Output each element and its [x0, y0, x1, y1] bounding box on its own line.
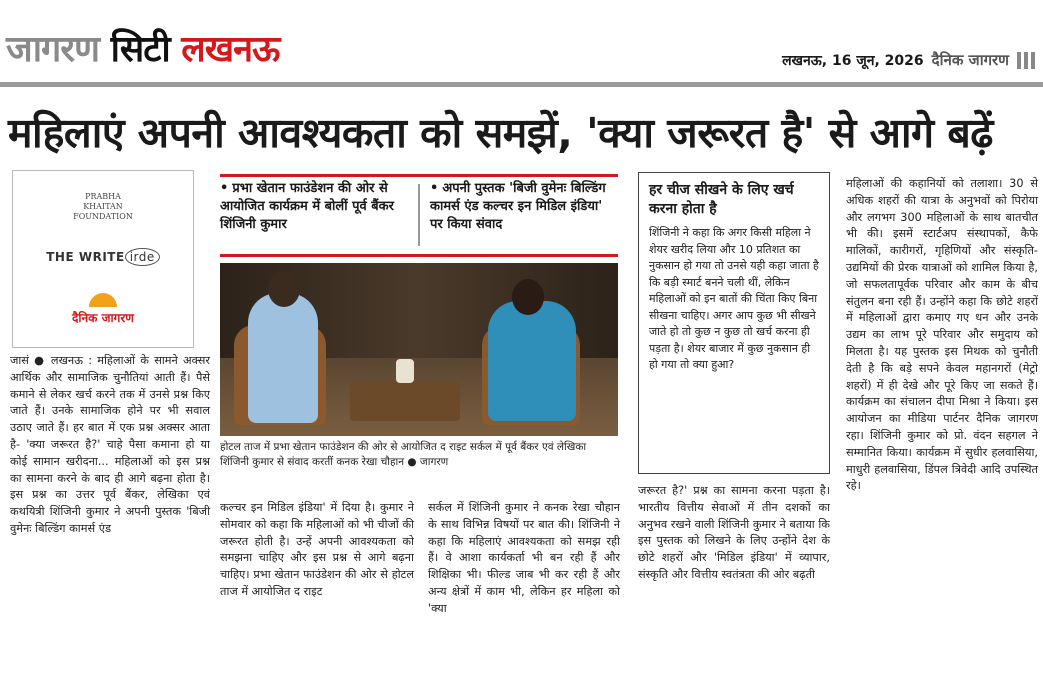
brand-city: सिटी — [110, 29, 170, 70]
dainik-jagran-logo: दैनिक जागरण — [72, 293, 134, 326]
event-photo — [220, 263, 618, 436]
body-column-2: कल्चर इन मिडिल इंडिया' में दिया है। कुमार ने सोमवार को कहा कि महिलाओं को भी चीजों की जरूरत होती है। उन्हें अपनी आवश्यकता को समझना चाहिए और इस प्रश्न से आगे बढ़ना चाहिए। प्रभा खेतान फाउंडेशन की ओर से होटल ताज में आयोजित द राइट — [220, 501, 414, 598]
photo-caption: होटल ताज में प्रभा खेतान फाउंडेशन की ओर से आयोजित द राइट सर्कल में पूर्व बैंकर एवं लेखिका शिंजिनी कुमार से संवाद करतीं कनक रेखा चौहान ● जागरण — [220, 441, 587, 468]
masthead-meta — [782, 50, 1035, 70]
speaker-figure — [488, 301, 576, 421]
masthead-brand — [6, 28, 279, 72]
bars-icon — [1017, 52, 1035, 69]
deck-separator — [418, 184, 420, 246]
body-column-4: जरूरत है?' प्रश्न का सामना करना पड़ता है। भारतीय वित्तीय सेवाओं में तीन दशकों का अनुभव रखने वाली शिंजिनी कुमार ने बताया कि इस पुस्तक को लिखने के लिए उन्होंने देश के छोटे शहरों और 'मिडिल इंडिया' में व्यापार, संस्कृति और वित्तीय स्वतंत्रता की ओर बढ़ती — [638, 484, 830, 581]
article-headline: महिलाएं अपनी आवश्यकता को समझें, 'क्या जरूरत है' से आगे बढ़ें — [8, 109, 993, 157]
body-column-1: जासं ● लखनऊ : महिलाओं के सामने अक्सर आर्थिक और सामाजिक चुनौतियां आती हैं। पैसे कमाने से लेकर खर्च करने तक में उनसे प्रश्न किए जाते हैं। उनके सामाजिक होने पर भी सवाल उठाए जाते हैं। हर बात में एक प्रश्न अक्सर आता है- 'क्या जरूरत है?' चाहे पैसा कमाना हो या कोई सामान खरीदना... महिलाओं को इस प्रश्न का सामना करने के बाद ही आगे बढ़ना होता है। इस प्रश्न का उत्तर पूर्व बैंकर, लेखिका एवं कथयित्री शिंजिनी कुमार ने अपनी पुस्तक 'बिजी वुमेनः बिल्डिंग कामर्स एंड — [10, 354, 210, 535]
brand-lucknow: लखनऊ — [181, 29, 280, 70]
masthead — [0, 0, 1043, 84]
deck-rule-top — [220, 174, 618, 177]
highlight-text: शिंजिनी ने कहा कि अगर किसी महिला ने शेयर खरीद लिया और 10 प्रतिशत का नुकसान हो गया तो उनसे यही कहा जाता है कि बड़ी स्मार्ट बनने चली थीं, लेकिन महिलाओं को इन बातों की चिंता किए बिना सीखना चाहिए। अगर आप कुछ भी सीखने जाते हो तो कुछ न कुछ तो खर्च करना ही पड़ता है। शेयर बाजार में कुछ नुकसान ही हो गया तो क्या हुआ? — [649, 226, 819, 371]
dateline: लखनऊ, 16 जून, 2026 — [782, 52, 924, 69]
sponsor-box — [12, 170, 194, 348]
sun-icon — [89, 293, 117, 307]
deck-left: • प्रभा खेतान फाउंडेशन की ओर से आयोजित कार्यक्रम में बोलीं पूर्व बैंकर शिंजिनी कुमार — [220, 181, 394, 232]
masthead-rule — [0, 82, 1043, 87]
write-circle-logo: THE WRITE irde — [46, 248, 160, 266]
highlight-title: हर चीज सीखने के लिए खर्च करना होता है — [649, 182, 794, 217]
prabha-khaitan-foundation-logo: PRABHA KHAITAN FOUNDATION — [73, 192, 133, 222]
body-column-5: महिलाओं की कहानियों को तलाशा। 30 से अधिक शहरों की यात्रा के अनुभवों को पिरोया और लगभग 300 महिलाओं के साथ बातचीत भी की। इसमें स्टार्टअप संस्थापकों, कैफे मालिकों, कारीगरों, गृहिणियों और संस्कृति-उद्यमियों की प्रेरक यात्राओं को शामिल किया है, जो सफलतापूर्वक परिवार और काम के बीच संतुलन बना रही हैं। उन्होंने कहा कि छोटे शहरों में महिलाओं द्वारा कमाए गए धन और उनके उद्यम का लाभ पूरे परिवार और समुदाय को मिलता है। यह पुस्तक इस मिथक को चुनौती देती है कि बड़े सपने केवल महानगरों (मेट्रो शहरों) में ही देखे और पूरे किए जा सकते हैं। कार्यक्रम का संचालन दीपा मिश्रा ने किया। इस आयोजन का मीडिया पार्टनर दैनिक जागरण रहा। शिंजिनी कुमार को प्रो. वंदन सहगल ने सम्मानित किया। कार्यक्रम में सुधीर हलवासिया, माधुरी हलवासिया, डिंपल त्रिवेदी आदि उपस्थित रहे। — [846, 177, 1038, 493]
brand-jagran: जागरण — [6, 29, 100, 70]
highlight-box — [638, 172, 830, 474]
body-column-3: सर्कल में शिंजिनी कुमार ने कनक रेखा चौहान के साथ विभिन्न विषयों पर बात की। शिंजिनी ने कहा कि महिलाएं आवश्यकता को समझ रही हैं। वे आशा कार्यकर्ता भी बन रही हैं और शिक्षिका भी। फील्ड जाब भी कर रही हैं और अन्य क्षेत्रों में काम भी, लेकिन हर महिला को 'क्या — [428, 501, 620, 615]
deck-right: • अपनी पुस्तक 'बिजी वुमेनः बिल्डिंग कामर्स एंड कल्चर इन मिडिल इंडिया' पर किया संवाद — [430, 181, 606, 232]
moderator-figure — [248, 293, 318, 423]
deck-rule-bottom — [220, 254, 618, 257]
coffee-table — [350, 381, 460, 421]
paper-name: दैनिक जागरण — [931, 51, 1009, 69]
